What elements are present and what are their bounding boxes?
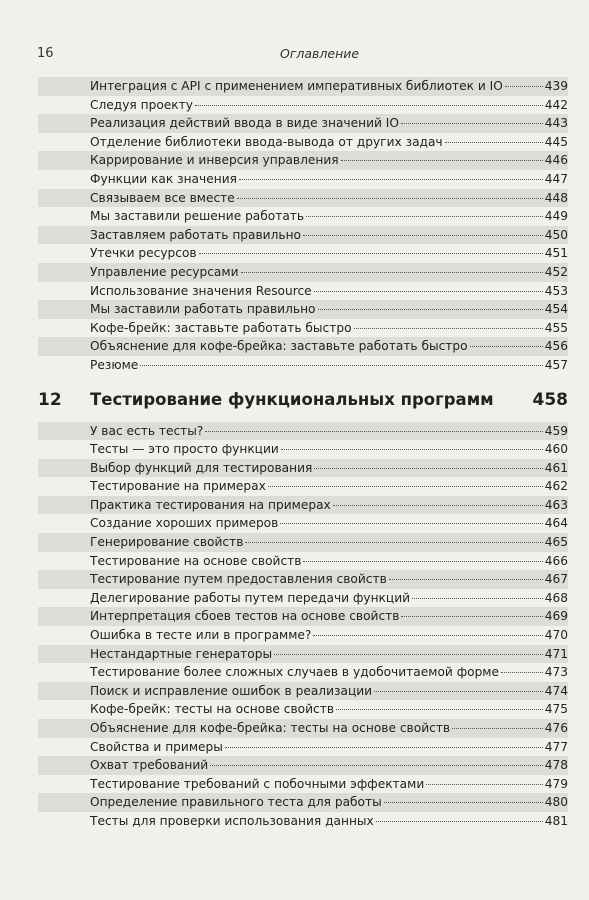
dot-leader <box>241 272 543 273</box>
dot-leader <box>354 328 543 329</box>
dot-leader <box>268 486 543 487</box>
toc-entry <box>38 793 568 812</box>
toc-entry-title: Тесты — это просто функции <box>90 442 279 457</box>
toc-entry-title: Отделение библиотеки ввода-вывода от других задач <box>90 134 443 149</box>
toc-entry-page: 443 <box>544 116 568 131</box>
toc-entry-page: 455 <box>544 320 568 335</box>
toc-entry <box>38 812 568 831</box>
toc-entry-title: Управление ресурсами <box>90 264 239 279</box>
toc-entry-page: 479 <box>544 776 568 791</box>
toc-entry-title: Определение правильного теста для работы <box>90 795 382 810</box>
toc-entry-title: Следуя проекту <box>90 97 193 112</box>
page-number: 16 <box>37 46 54 61</box>
toc-entry <box>38 337 568 356</box>
running-head: Оглавление <box>280 46 360 61</box>
dot-leader <box>280 523 542 524</box>
toc-entry-page: 439 <box>544 79 568 93</box>
toc-entry <box>38 663 568 682</box>
dot-leader <box>314 468 542 469</box>
toc-entry <box>38 151 568 170</box>
toc-entry-page: 456 <box>544 339 568 354</box>
dot-leader <box>314 291 543 292</box>
toc-entry-page: 467 <box>544 572 568 587</box>
toc-entry-title: Тестирование более сложных случаев в удобочитаемой форме <box>90 665 499 680</box>
toc-entry-page: 446 <box>544 153 568 168</box>
toc-entry-page: 450 <box>544 227 568 242</box>
toc-entry-title: Создание хороших примеров <box>90 516 279 531</box>
toc-entry-page: 473 <box>544 665 568 680</box>
toc-entry-page: 463 <box>544 497 568 512</box>
toc-entry <box>38 170 568 189</box>
toc-entry-title: Реализация действий ввода в виде значений IO <box>90 116 399 131</box>
toc-entry-page: 470 <box>544 628 568 643</box>
toc-entry-title: Мы заставили работать правильно <box>90 302 316 317</box>
table-of-contents <box>38 77 568 831</box>
toc-entry-page: 480 <box>544 795 568 810</box>
dot-leader <box>384 802 543 803</box>
toc-entry <box>38 226 568 245</box>
toc-entry <box>38 607 568 626</box>
dot-leader <box>452 728 543 729</box>
toc-entry-title: Интерпретация сбоев тестов на основе свойств <box>90 609 400 624</box>
toc-entries-after <box>38 422 568 831</box>
toc-entry <box>38 263 568 282</box>
dot-leader <box>470 346 543 347</box>
toc-entry <box>38 700 568 719</box>
dot-leader <box>225 747 543 748</box>
toc-entry <box>38 207 568 226</box>
toc-entry-page: 462 <box>544 479 568 494</box>
dot-leader <box>412 598 543 599</box>
toc-entry-page: 466 <box>544 553 568 568</box>
toc-entry <box>38 133 568 152</box>
toc-entry <box>38 719 568 738</box>
toc-entry <box>38 422 568 441</box>
dot-leader <box>389 579 543 580</box>
toc-entry-title: Выбор функций для тестирования <box>90 460 313 475</box>
toc-entry <box>38 440 568 459</box>
toc-entry-page: 459 <box>544 423 568 438</box>
toc-entry <box>38 114 568 133</box>
toc-entry-page: 476 <box>544 721 568 735</box>
toc-entry-title: Свойства и примеры <box>90 739 223 754</box>
toc-entry <box>38 682 568 701</box>
toc-entry <box>38 533 568 552</box>
toc-entry-page: 453 <box>544 283 568 298</box>
dot-leader <box>401 616 542 617</box>
toc-entry-page: 445 <box>544 134 568 149</box>
dot-leader <box>303 235 543 236</box>
toc-entry <box>38 244 568 263</box>
toc-entry-page: 457 <box>544 357 568 372</box>
toc-entry <box>38 775 568 794</box>
dot-leader <box>318 309 543 310</box>
toc-entry-page: 452 <box>544 264 568 279</box>
toc-entry-page: 477 <box>544 739 568 754</box>
toc-entry <box>38 319 568 338</box>
toc-entry-title: Мы заставили решение работать <box>90 209 305 224</box>
toc-entry <box>38 282 568 301</box>
toc-entry-title: Резюме <box>90 357 139 372</box>
toc-entry-title: Ошибка в тесте или в программе? <box>90 628 312 643</box>
toc-entry <box>38 96 568 115</box>
toc-entry-title: Охват требований <box>90 758 209 773</box>
dot-leader <box>210 765 543 766</box>
dot-leader <box>245 542 542 543</box>
dot-leader <box>336 709 543 710</box>
toc-entry-page: 454 <box>544 302 568 317</box>
toc-entry-page: 447 <box>544 171 568 186</box>
toc-entry-page: 464 <box>544 516 568 531</box>
toc-entry <box>38 77 568 96</box>
dot-leader <box>199 253 543 254</box>
chapter-number: 12 <box>38 389 62 410</box>
chapter-title: Тестирование функциональных программ <box>90 389 494 409</box>
toc-entry-page: 468 <box>544 590 568 605</box>
toc-entry-title: Поиск и исправление ошибок в реализации <box>90 683 373 698</box>
toc-entry-page: 460 <box>544 442 568 457</box>
chapter-heading <box>38 380 568 420</box>
toc-entry-title: Делегирование работы путем передачи функций <box>90 590 411 605</box>
dot-leader <box>281 449 543 450</box>
toc-entry-page: 478 <box>544 758 568 773</box>
dot-leader <box>341 160 543 161</box>
toc-entry-title: Нестандартные генераторы <box>90 646 273 661</box>
dot-leader <box>303 561 542 562</box>
dot-leader <box>376 821 543 822</box>
dot-leader <box>445 142 543 143</box>
toc-entry <box>38 514 568 533</box>
toc-entry <box>38 645 568 664</box>
toc-entry-title: Тестирование требований с побочными эффектами <box>90 776 425 791</box>
chapter-page: 458 <box>532 389 568 410</box>
dot-leader <box>401 123 543 124</box>
toc-entry <box>38 356 568 375</box>
toc-entry-title: Объяснение для кофе-брейка: тесты на основе свойств <box>90 721 451 735</box>
toc-entry <box>38 459 568 478</box>
dot-leader <box>306 216 543 217</box>
toc-entry-page: 448 <box>544 190 568 205</box>
toc-entry-page: 442 <box>544 97 568 112</box>
toc-entry <box>38 756 568 775</box>
dot-leader <box>501 672 543 673</box>
toc-entry-title: Объяснение для кофе-брейка: заставьте работать быстро <box>90 339 468 354</box>
toc-entry-page: 474 <box>544 683 568 698</box>
dot-leader <box>313 635 542 636</box>
dot-leader <box>505 86 543 87</box>
toc-entry-page: 465 <box>544 535 568 550</box>
dot-leader <box>333 505 543 506</box>
toc-entry-title: Функции как значения <box>90 171 237 186</box>
toc-entry-title: Тестирование путем предоставления свойств <box>90 572 387 587</box>
dot-leader <box>426 784 543 785</box>
toc-entries-before <box>38 77 568 375</box>
toc-entry-title: Тестирование на примерах <box>90 479 266 494</box>
toc-entry <box>38 552 568 571</box>
toc-entry-title: Кофе-брейк: заставьте работать быстро <box>90 320 352 335</box>
toc-entry-title: Тесты для проверки использования данных <box>90 813 374 828</box>
toc-entry-page: 451 <box>544 246 568 261</box>
toc-entry <box>38 477 568 496</box>
toc-entry-title: Связываем все вместе <box>90 190 235 205</box>
dot-leader <box>237 198 543 199</box>
toc-entry-page: 471 <box>544 646 568 661</box>
toc-entry-title: Интеграция с API с применением императивных библиотек и IO <box>90 79 503 93</box>
toc-entry <box>38 189 568 208</box>
toc-entry <box>38 570 568 589</box>
toc-entry-title: Практика тестирования на примерах <box>90 497 331 512</box>
toc-entry-page: 481 <box>544 813 568 828</box>
toc-entry <box>38 300 568 319</box>
toc-entry-page: 461 <box>544 460 568 475</box>
toc-entry-page: 475 <box>544 702 568 717</box>
dot-leader <box>274 654 543 655</box>
toc-entry-title: У вас есть тесты? <box>90 423 204 438</box>
dot-leader <box>239 179 543 180</box>
toc-entry-title: Заставляем работать правильно <box>90 227 301 242</box>
toc-entry <box>38 738 568 757</box>
toc-entry <box>38 496 568 515</box>
toc-entry-title: Использование значения Resource <box>90 283 312 298</box>
dot-leader <box>205 431 542 432</box>
dot-leader <box>140 365 542 366</box>
toc-entry-title: Утечки ресурсов <box>90 246 197 261</box>
toc-entry-title: Каррирование и инверсия управления <box>90 153 339 168</box>
toc-entry <box>38 589 568 608</box>
toc-entry-title: Кофе-брейк: тесты на основе свойств <box>90 702 335 717</box>
toc-entry-title: Тестирование на основе свойств <box>90 553 302 568</box>
toc-entry-page: 469 <box>544 609 568 624</box>
toc-entry-page: 449 <box>544 209 568 224</box>
toc-entry-title: Генерирование свойств <box>90 535 244 550</box>
dot-leader <box>195 105 543 106</box>
dot-leader <box>374 691 543 692</box>
toc-entry <box>38 626 568 645</box>
